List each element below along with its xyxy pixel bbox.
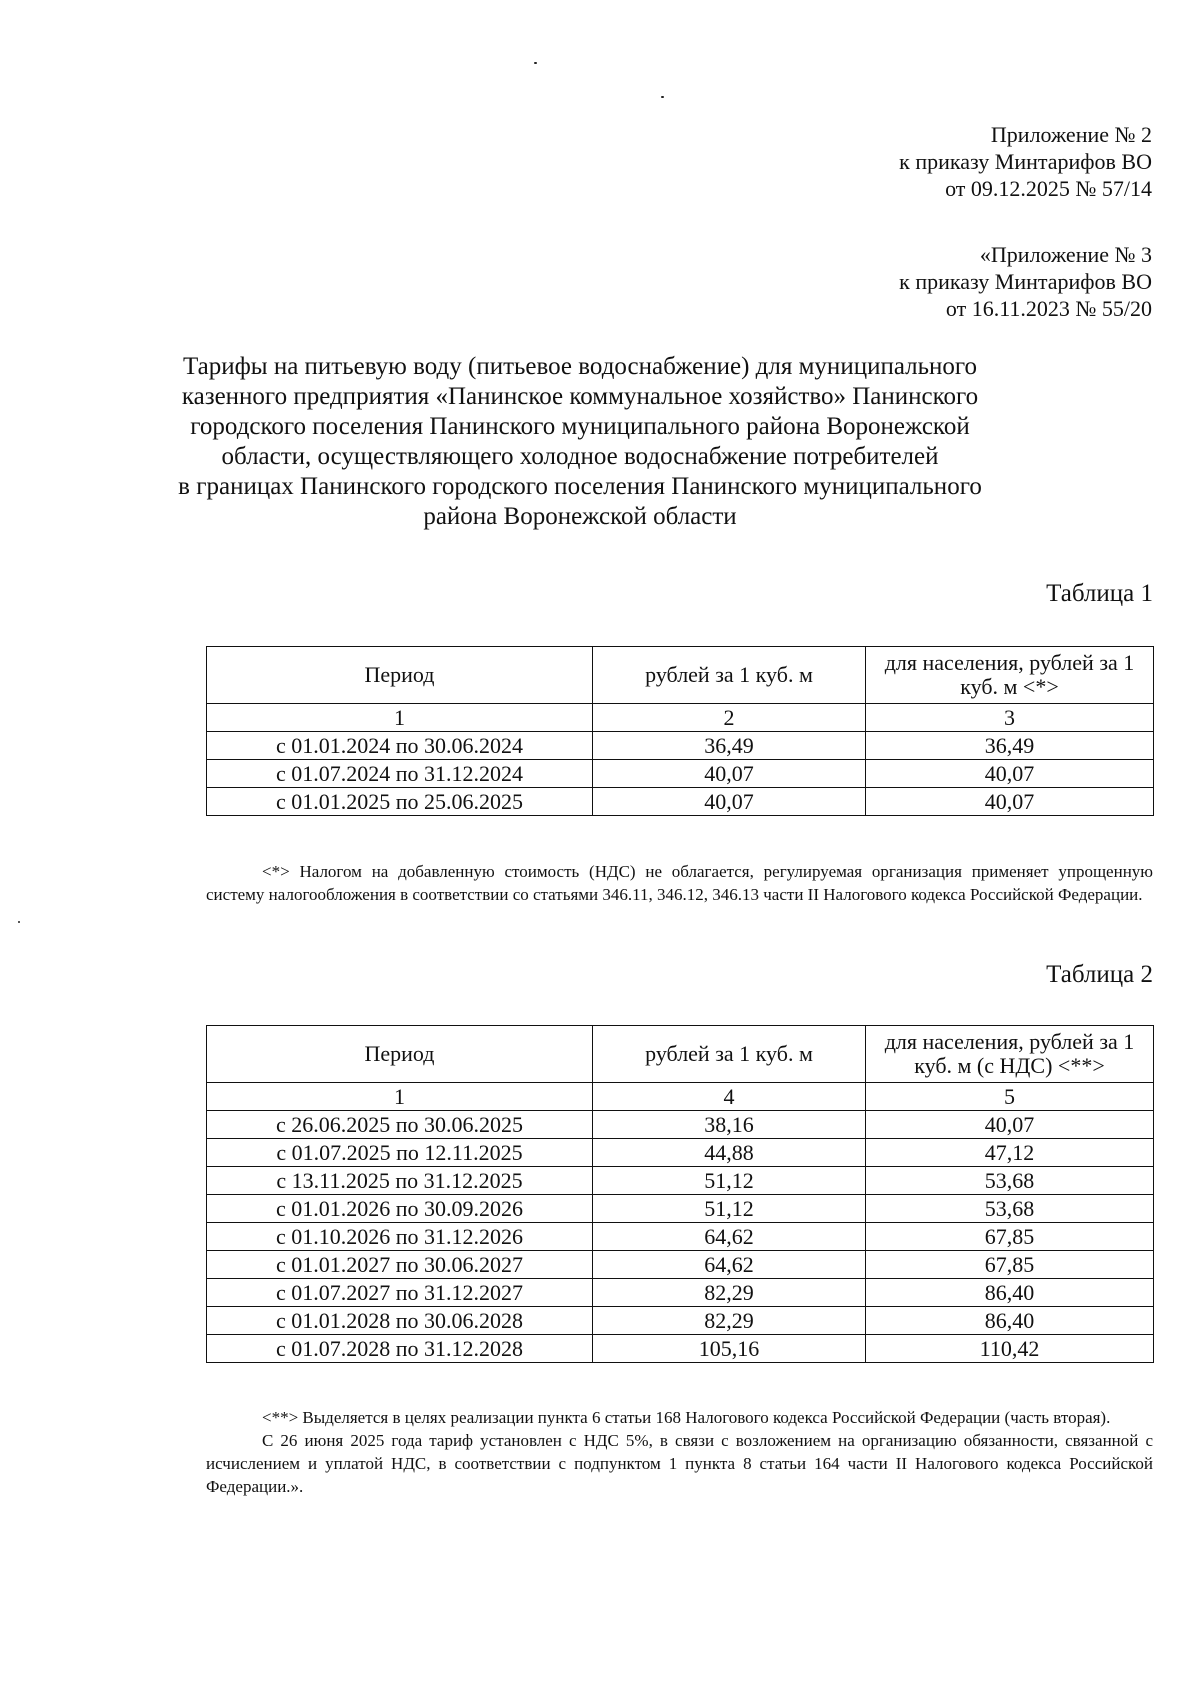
table1 — [206, 646, 1154, 816]
table-row — [207, 1307, 1154, 1335]
table-number-row — [207, 704, 1154, 732]
population-tariff-cell: 40,07 — [866, 788, 1154, 816]
tariff-cell: 82,29 — [593, 1307, 866, 1335]
header-cell-rub: рублей за 1 куб. м — [593, 647, 866, 704]
population-tariff-cell: 40,07 — [866, 760, 1154, 788]
population-tariff-cell: 36,49 — [866, 732, 1154, 760]
column-number: 1 — [207, 1083, 593, 1111]
table-row — [207, 1279, 1154, 1307]
footnote-text: С 26 июня 2025 года тариф установлен с НДС 5%, в связи с возложением на организацию обязанности, связанной с исчислением и уплатой НДС, в соответствии с подпунктом 1 пункта 8 статьи 164 части II Налогового кодекса Российской Федерации.». — [206, 1431, 1153, 1496]
appendix-order-ref: к приказу Минтарифов ВО — [899, 149, 1152, 174]
population-tariff-cell: 40,07 — [866, 1111, 1154, 1139]
tariff-cell: 51,12 — [593, 1195, 866, 1223]
appendix-number: Приложение № 2 — [990, 122, 1152, 147]
document-title — [160, 352, 1000, 532]
title-line: городского поселения Панинского муниципального района Воронежской — [190, 413, 970, 440]
footnote-text: <**> Выделяется в целях реализации пункта 6 статьи 168 Налогового кодекса Российской Федерации (часть вторая). — [262, 1408, 1111, 1427]
header-cell-population: для населения, рублей за 1 куб. м (с НДС) <**> — [866, 1026, 1154, 1083]
population-tariff-cell: 67,85 — [866, 1223, 1154, 1251]
tariff-cell: 38,16 — [593, 1111, 866, 1139]
population-tariff-cell: 86,40 — [866, 1279, 1154, 1307]
column-number: 4 — [593, 1083, 866, 1111]
footnote-text: <*> Налогом на добавленную стоимость (НДС) не облагается, регулируемая организация применяет упрощенную систему налогообложения в соответствии со статьями 346.11, 346.12, 346.13 части II Налогового кодекса Российской Федерации. — [206, 862, 1153, 904]
appendix-number: «Приложение № 3 — [979, 242, 1152, 267]
period-cell: с 01.01.2025 по 25.06.2025 — [207, 788, 593, 816]
table-header-row — [207, 1026, 1154, 1083]
population-tariff-cell: 47,12 — [866, 1139, 1154, 1167]
period-cell: с 01.07.2025 по 12.11.2025 — [207, 1139, 593, 1167]
table2-caption: Таблица 2 — [1046, 961, 1153, 988]
tariff-cell: 36,49 — [593, 732, 866, 760]
appendix-header-previous — [899, 241, 1152, 322]
table-row — [207, 760, 1154, 788]
table1-footnote — [206, 860, 1153, 906]
tariff-cell: 44,88 — [593, 1139, 866, 1167]
table1-caption: Таблица 1 — [1046, 580, 1153, 607]
period-cell: с 01.01.2026 по 30.09.2026 — [207, 1195, 593, 1223]
table-row — [207, 1335, 1154, 1363]
appendix-order-ref: к приказу Минтарифов ВО — [899, 269, 1152, 294]
period-cell: с 01.01.2028 по 30.06.2028 — [207, 1307, 593, 1335]
population-tariff-cell: 86,40 — [866, 1307, 1154, 1335]
table-row — [207, 1223, 1154, 1251]
tariff-cell: 82,29 — [593, 1279, 866, 1307]
population-tariff-cell: 53,68 — [866, 1195, 1154, 1223]
table-row — [207, 1195, 1154, 1223]
population-tariff-cell: 67,85 — [866, 1251, 1154, 1279]
appendix-header-current — [899, 121, 1152, 202]
tariff-cell: 105,16 — [593, 1335, 866, 1363]
tariff-cell: 64,62 — [593, 1251, 866, 1279]
period-cell: с 01.10.2026 по 31.12.2026 — [207, 1223, 593, 1251]
period-cell: с 01.01.2024 по 30.06.2024 — [207, 732, 593, 760]
table2-footnotes — [206, 1406, 1153, 1498]
title-line: области, осуществляющего холодное водоснабжение потребителей — [221, 443, 939, 470]
table-row — [207, 788, 1154, 816]
header-cell-period: Период — [207, 1026, 593, 1083]
tariff-cell: 40,07 — [593, 760, 866, 788]
period-cell: с 01.01.2027 по 30.06.2027 — [207, 1251, 593, 1279]
column-number: 5 — [866, 1083, 1154, 1111]
column-number: 1 — [207, 704, 593, 732]
period-cell: с 26.06.2025 по 30.06.2025 — [207, 1111, 593, 1139]
header-cell-rub: рублей за 1 куб. м — [593, 1026, 866, 1083]
table2 — [206, 1025, 1154, 1363]
scan-speck — [661, 96, 664, 98]
table-row — [207, 1251, 1154, 1279]
appendix-order-date: от 16.11.2023 № 55/20 — [945, 296, 1152, 321]
period-cell: с 01.07.2028 по 31.12.2028 — [207, 1335, 593, 1363]
title-line: казенного предприятия «Панинское коммунальное хозяйство» Панинского — [181, 383, 979, 410]
scan-speck — [534, 62, 537, 64]
scan-speck — [18, 921, 20, 923]
column-number: 2 — [593, 704, 866, 732]
title-line: района Воронежской области — [423, 503, 737, 530]
period-cell: с 01.07.2027 по 31.12.2027 — [207, 1279, 593, 1307]
table-row — [207, 1111, 1154, 1139]
period-cell: с 13.11.2025 по 31.12.2025 — [207, 1167, 593, 1195]
header-cell-population: для населения, рублей за 1 куб. м <*> — [866, 647, 1154, 704]
title-line: Тарифы на питьевую воду (питьевое водоснабжение) для муниципального — [182, 353, 978, 380]
header-cell-period: Период — [207, 647, 593, 704]
population-tariff-cell: 53,68 — [866, 1167, 1154, 1195]
period-cell: с 01.07.2024 по 31.12.2024 — [207, 760, 593, 788]
tariff-cell: 64,62 — [593, 1223, 866, 1251]
title-line: в границах Панинского городского поселения Панинского муниципального — [178, 473, 982, 500]
table-row — [207, 1139, 1154, 1167]
tariff-cell: 51,12 — [593, 1167, 866, 1195]
column-number: 3 — [866, 704, 1154, 732]
table-row — [207, 732, 1154, 760]
table-number-row — [207, 1083, 1154, 1111]
appendix-order-date: от 09.12.2025 № 57/14 — [945, 176, 1152, 201]
table-row — [207, 1167, 1154, 1195]
population-tariff-cell: 110,42 — [866, 1335, 1154, 1363]
table-header-row — [207, 647, 1154, 704]
tariff-cell: 40,07 — [593, 788, 866, 816]
